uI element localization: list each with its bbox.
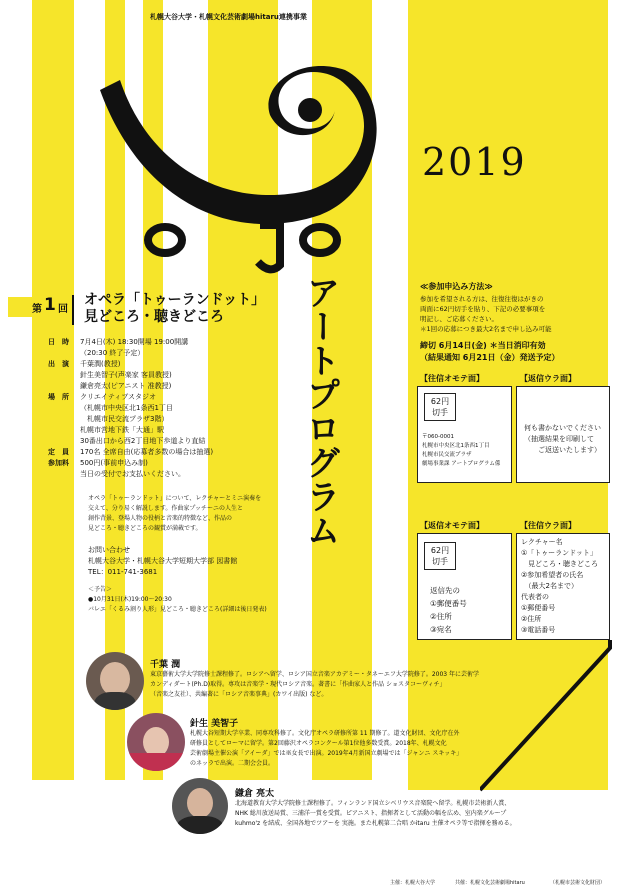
postcard1-address: 〒060-0001 札幌市中央区北1条西1丁目 札幌市民交流プラザ 劇場事業課 アートプログラム係 xyxy=(422,434,501,467)
diagonal-line xyxy=(480,640,630,800)
postcard2-address: 返信先の ①郵便番号 ②住所 ③宛名 xyxy=(430,586,467,634)
postcard2-front-label: 【返信オモテ面】 xyxy=(420,521,484,530)
stamp-box: 62円 切手 xyxy=(424,542,456,570)
footer-org: （札幌市芸術文化財団） xyxy=(550,880,606,886)
postcard1-back xyxy=(516,386,610,483)
footer-cohost: 共催：札幌文化芸術劇場hitaru xyxy=(455,880,525,886)
avatar xyxy=(172,778,228,834)
postcard1-back-label: 【返信ウラ面】 xyxy=(520,374,576,383)
detail-text: 7月4日(木) 18:30開場 19:00開講 （20:30 終了予定） 千葉潤(教授) 針生美智子(声楽家 客員教授) 鎌倉亮太(ピアニスト 准教授) クリエイティブスタジオ （札幌市中央区北1条西1丁目 札幌市民交流プラザ3階） 札幌市営地下鉄「大通」駅 30番出口から西2丁目地下歩道より直結 170名 全席自由(応募者多数の場合は抽選) 500円(事前申込み制) 当日の受付でお支払いください。 xyxy=(80,338,214,478)
apply-text: 参加を希望される方は、往復往復はがきの 両面に62円切手を貼り、下記の必要事項を 明記し、ご応募ください。 ＊1回の応募につき最大2名まで申し込み可能 xyxy=(420,295,552,333)
profile-bio: 東京藝術大学大学院修士課程修了。ロシアへ留学、ロシア国立音楽アカデミー・タネーエフ大学院修了。2003 年に芸術学 カンディダート(Ph.D)取得。専攻は音楽学・現代ロシア音楽。著書に「作曲家人と作品 ショスタコーヴィチ」 （音楽之友社）、共編著に「ロシア音楽事典」(カワイ出版) など。 xyxy=(150,671,479,698)
contact-info: お問い合わせ 札幌大谷大学・札幌大谷大学短期大学部 図書館 TEL：011-741-3681 xyxy=(88,546,238,576)
profile-name: 針生 美智子 xyxy=(190,719,239,729)
postcard2-back xyxy=(516,533,610,640)
apply-deadline: 締切 6月14日(金) ＊当日消印有効 （結果通知 6月21日（金）発送予定） xyxy=(420,341,560,362)
footer-host: 主催：札幌大谷大学 xyxy=(390,880,436,886)
header-org: 札幌大谷大学・札幌文化芸術劇場hitaru連携事業 xyxy=(150,13,307,21)
swirl-graphic xyxy=(30,40,390,280)
main-title: アートプログラム xyxy=(300,275,340,547)
session-badge: 第 1 回 xyxy=(8,297,72,317)
apply-title: ≪参加申込み方法≫ xyxy=(420,282,493,291)
postcard2-back-label: 【往信ウラ面】 xyxy=(520,521,576,530)
detail-labels: 日 時 出 演 場 所 定 員 参加料 xyxy=(48,338,69,467)
stripe xyxy=(408,0,608,265)
postcard1-front xyxy=(417,386,512,483)
postcard1-front-label: 【往信オモテ面】 xyxy=(420,374,484,383)
postcard1-back-text: 何も書かないでください （抽選結果を印刷して ご返送いたします） xyxy=(524,424,601,454)
postcard2-back-text: レクチャー名 ①「トゥーランドット」 見どころ・聴きどころ ②参加希望者の氏名 （最大2名まで） 代表者の ①郵便番号 ②住所 ③電話番号 xyxy=(521,538,598,634)
session-title: オペラ「トゥーランドット」 見どころ・聴きどころ xyxy=(84,292,266,325)
postcard2-front xyxy=(417,533,512,640)
divider xyxy=(72,295,74,325)
avatar xyxy=(127,713,185,771)
profile-name: 鎌倉 亮太 xyxy=(235,789,275,799)
profile-bio: 札幌大谷短期大学卒業、同専攻科修了。文化庁オペラ研修所第 11 期修了。道文化財団、文化庁在外 研修員としてローマに留学。第2回藤沢オペラコンクール第1位他多数受賞。2018年、札幌文化 芸術劇場主催公演「アイーダ」では巫女長で出演。2019年4月新国立劇場では「ジャンニ スキッキ」 のネッラで出演。二期会会員。 xyxy=(190,730,463,767)
stamp-box: 62円 切手 xyxy=(424,393,456,421)
year: 2019 xyxy=(422,140,527,184)
notice: ＜予告＞ ●10月31日(木)19:00～20:30 バレエ「くるみ割り人形」見どころ・聴きどころ(詳細は後日発表) xyxy=(88,586,267,613)
profile-name: 千葉 潤 xyxy=(150,660,181,670)
session-description: オペラ「トゥーランドット」について、レクチャーとミニ演奏を 交えて、分り易く解説します。作曲家プッチーニの人生と 創作背景、登場人物の役柄と音楽的特徴など、作品の 見どころ・聴きどころの観賞が満載です。 xyxy=(88,495,262,532)
profile-bio: 北海道教育大学大学院修士課程修了。フィンランド国立シベリウス音楽院へ留学。札幌市芸術新人賞、 NHK 総川放送局賞、三浦洋一賞を受賞。ピアニスト、指揮者として活動の幅を広め、室内楽グループ kuhmo'z を結成、全国各地でツアーを 実施。また札幌第二合唱 かitaru 主催オペラ等で指揮を務める。 xyxy=(235,800,516,827)
avatar xyxy=(86,652,144,710)
